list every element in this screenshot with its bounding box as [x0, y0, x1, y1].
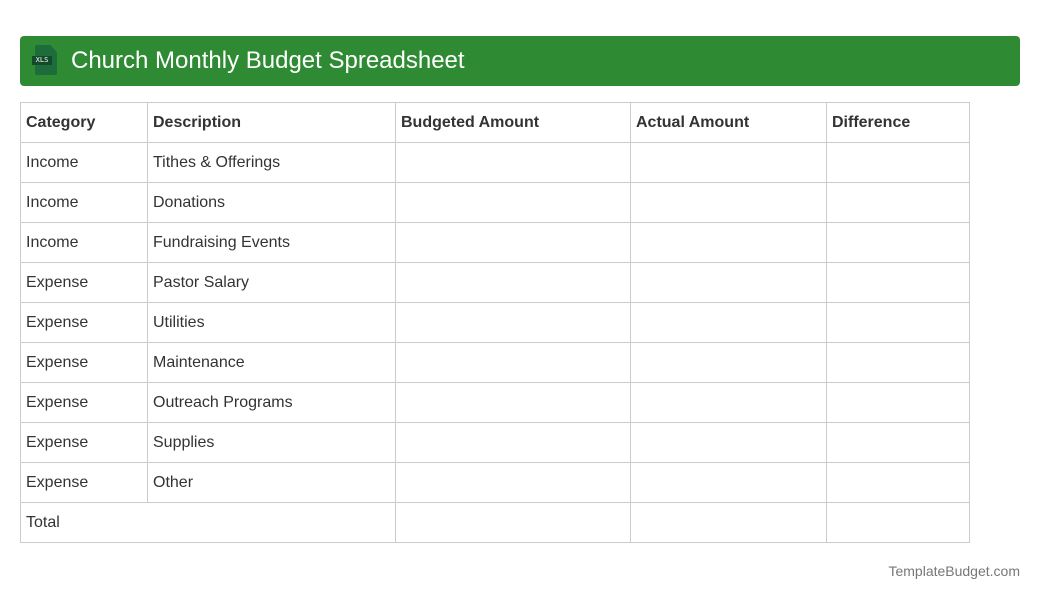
category-cell: Income: [21, 223, 148, 263]
actual-cell[interactable]: [631, 383, 827, 423]
actual-cell[interactable]: [631, 343, 827, 383]
description-cell: Maintenance: [148, 343, 396, 383]
table-row: [21, 143, 970, 183]
column-header-budgeted: Budgeted Amount: [396, 103, 631, 143]
budgeted-cell[interactable]: [396, 263, 631, 303]
budget-table: [20, 102, 970, 543]
category-cell: Expense: [21, 463, 148, 503]
actual-cell[interactable]: [631, 223, 827, 263]
actual-cell[interactable]: [631, 463, 827, 503]
description-cell: Other: [148, 463, 396, 503]
actual-cell[interactable]: [631, 143, 827, 183]
category-cell: Expense: [21, 423, 148, 463]
table-row: [21, 463, 970, 503]
budgeted-cell[interactable]: [396, 223, 631, 263]
difference-cell[interactable]: [827, 423, 970, 463]
budgeted-cell[interactable]: [396, 303, 631, 343]
category-cell: Income: [21, 143, 148, 183]
table-row: [21, 343, 970, 383]
page-title: Church Monthly Budget Spreadsheet: [71, 47, 465, 74]
difference-cell[interactable]: [827, 263, 970, 303]
budgeted-cell[interactable]: [396, 383, 631, 423]
total-actual-cell[interactable]: [631, 503, 827, 543]
total-budgeted-cell[interactable]: [396, 503, 631, 543]
description-cell: Pastor Salary: [148, 263, 396, 303]
budgeted-cell[interactable]: [396, 423, 631, 463]
total-label: Total: [21, 503, 396, 543]
budgeted-cell[interactable]: [396, 183, 631, 223]
table-row: [21, 383, 970, 423]
table-row: [21, 423, 970, 463]
total-row: [21, 503, 970, 543]
difference-cell[interactable]: [827, 383, 970, 423]
budgeted-cell[interactable]: [396, 143, 631, 183]
difference-cell[interactable]: [827, 303, 970, 343]
actual-cell[interactable]: [631, 423, 827, 463]
column-header-category: Category: [21, 103, 148, 143]
description-cell: Donations: [148, 183, 396, 223]
table-row: [21, 263, 970, 303]
description-cell: Supplies: [148, 423, 396, 463]
table-row: [21, 223, 970, 263]
column-header-difference: Difference: [827, 103, 970, 143]
title-bar: [20, 36, 1020, 86]
column-header-actual: Actual Amount: [631, 103, 827, 143]
category-cell: Expense: [21, 303, 148, 343]
table-row: [21, 183, 970, 223]
description-cell: Fundraising Events: [148, 223, 396, 263]
difference-cell[interactable]: [827, 343, 970, 383]
table-row: [21, 303, 970, 343]
budgeted-cell[interactable]: [396, 463, 631, 503]
total-difference-cell[interactable]: [827, 503, 970, 543]
category-cell: Expense: [21, 263, 148, 303]
actual-cell[interactable]: [631, 183, 827, 223]
actual-cell[interactable]: [631, 263, 827, 303]
difference-cell[interactable]: [827, 223, 970, 263]
description-cell: Utilities: [148, 303, 396, 343]
header-row: [21, 103, 970, 143]
description-cell: Outreach Programs: [148, 383, 396, 423]
difference-cell[interactable]: [827, 183, 970, 223]
budgeted-cell[interactable]: [396, 343, 631, 383]
difference-cell[interactable]: [827, 463, 970, 503]
footer-brand: TemplateBudget.com: [888, 563, 1020, 579]
category-cell: Expense: [21, 343, 148, 383]
difference-cell[interactable]: [827, 143, 970, 183]
xls-file-icon: XLS: [32, 45, 60, 77]
column-header-description: Description: [148, 103, 396, 143]
description-cell: Tithes & Offerings: [148, 143, 396, 183]
category-cell: Expense: [21, 383, 148, 423]
actual-cell[interactable]: [631, 303, 827, 343]
category-cell: Income: [21, 183, 148, 223]
